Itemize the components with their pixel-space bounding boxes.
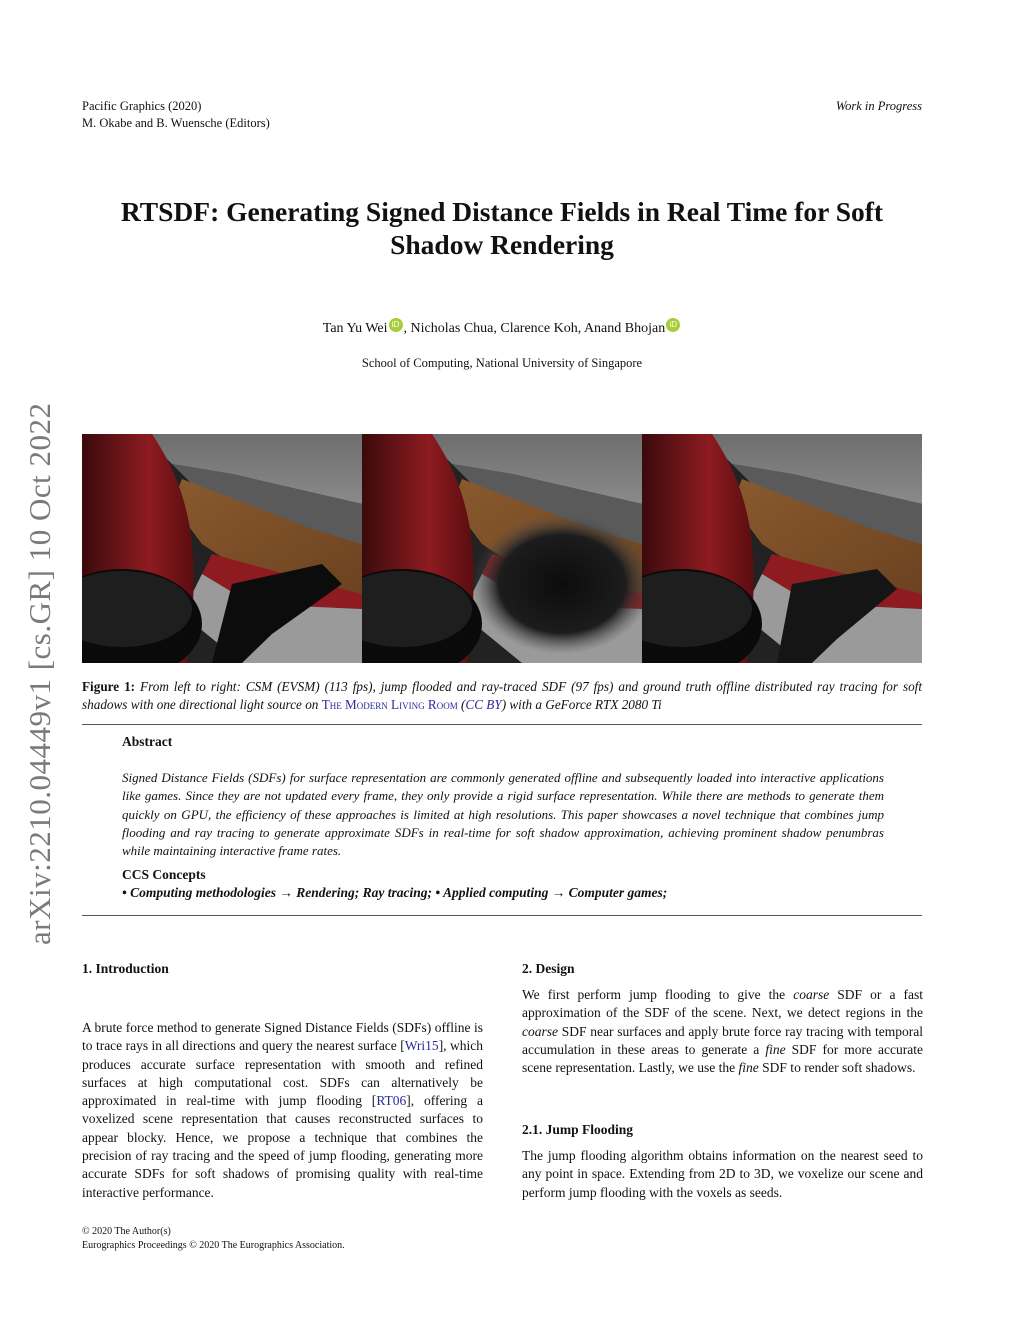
arxiv-id: arXiv:2210.04449v1 [cs.GR] 10 Oct 2022 — [22, 402, 57, 945]
section-heading: 2.1. Jump Flooding — [522, 1122, 634, 1137]
caption-text: From left to right: CSM (EVSM) (113 fps), jump flooded and ray-traced SDF (97 fps) and ground truth offline distributed ray tracing for soft shadows with one directional light source on — [82, 679, 923, 712]
ccs-text: • Computing methodologies → Rendering; Ray tracing; • Applied computing → Computer games; — [122, 885, 668, 900]
caption-label: Figure 1: — [82, 679, 136, 694]
status: Work in Progress — [835, 99, 922, 113]
affiliation: School of Computing, National University of Singapore — [361, 356, 643, 370]
intro-paragraph: A brute force method to generate Signed Distance Fields (SDFs) offline is to trace rays in all directions and query the nearest surface [Wri15], which produces accurate surface representation with smooth and refined surfaces at high computational cost. SDFs can alternatively be approximated in real-time with jump flooding [RT06], offering a voxelized scene representation that causes reconstructed surfaces to appear blocky. Hence, we propose a technique that combines the precision of ray tracing and the speed of jump flooding, generating more accurate SDFs for soft shadows of promising quality with real-time interactive performance. — [82, 1020, 483, 1200]
abstract-heading: Abstract — [122, 734, 173, 749]
copyright: © 2020 The Author(s) — [82, 1226, 171, 1237]
author-first: Tan Yu Wei — [322, 321, 388, 336]
author-rest: , Nicholas Chua, Clarence Koh, Anand Bhojan — [403, 321, 666, 336]
caption-text-end: with a GeForce RTX 2080 Ti — [509, 697, 662, 712]
abstract-text: Signed Distance Fields (SDFs) for surface representation are commonly generated offline and subsequently loaded into interactive applications like games. Since they are not updated every frame, they only provide a rigid surface representation. While there are methods to generate them quickly on GPU, the efficiency of these approaches is limited at high resolutions. This paper showcases a novel technique that combines jump flooding and ray tracing to generate approximate SDFs in real-time for soft shadow approximation, achieving prominent shadow penumbras while maintaining interactive frame rates. — [122, 770, 884, 859]
orcid-icon[interactable]: iD — [666, 318, 680, 332]
figure-panel-sdf — [362, 434, 642, 663]
paper-title: RTSDF: Generating Signed Distance Fields in Real Time for Soft Shadow Rendering — [120, 196, 884, 260]
editors: M. Okabe and B. Wuensche (Editors) — [82, 116, 270, 130]
jump-flooding-paragraph: The jump flooding algorithm obtains information on the nearest seed to any point in space. Extending from 2D to 3D, we voxelize our scene and perform jump flooding with the voxels as seeds. — [522, 1148, 923, 1200]
divider — [82, 915, 922, 916]
divider — [82, 724, 922, 725]
scene-link[interactable]: The Modern Living Room — [321, 697, 458, 712]
proceedings: Eurographics Proceedings © 2020 The Eurographics Association. — [82, 1240, 345, 1251]
figure-caption: Figure 1: From left to right: CSM (EVSM) (113 fps), jump flooded and ray-traced SDF (97 fps) and ground truth offline distributed ray tracing for soft shadows with one directional light source on The Modern Living Room (CC BY) with a GeForce RTX 2080 Ti — [82, 679, 923, 712]
section-heading: 2. Design — [522, 961, 575, 976]
venue: Pacific Graphics (2020) — [82, 99, 202, 113]
citation-link[interactable]: RT06 — [376, 1093, 407, 1109]
design-paragraph: We first perform jump flooding to give the coarse SDF or a fast approximation of the SDF of the scene. Next, we detect regions in the coarse SDF near surfaces and apply brute force ray tracing with temporal accumulation in these areas to generate a fine SDF for more accurate scene representation. Lastly, we use the fine SDF to render soft shadows. — [522, 987, 924, 1076]
section-heading: 1. Introduction — [82, 961, 169, 976]
ccs-heading: CCS Concepts — [122, 867, 206, 882]
figure-panel-ground-truth — [642, 434, 922, 663]
license-link[interactable]: CC BY — [465, 697, 502, 712]
figure-panel-csm — [82, 434, 362, 663]
citation-link[interactable]: Wri15 — [404, 1038, 439, 1054]
author-list — [80, 318, 924, 337]
orcid-icon[interactable]: iD — [389, 318, 403, 332]
teaser-figure — [82, 434, 922, 663]
